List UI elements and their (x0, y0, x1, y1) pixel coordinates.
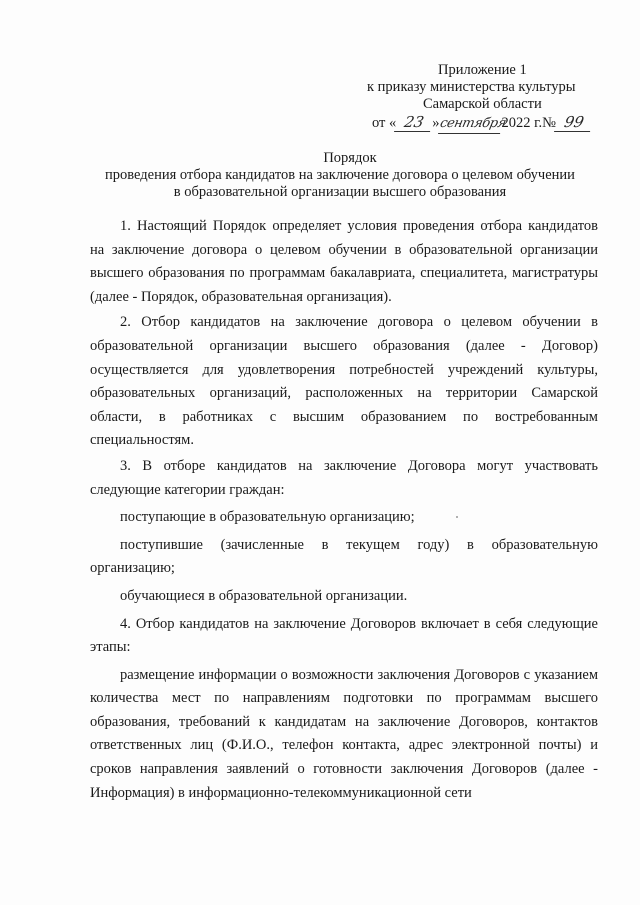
number-label: № (542, 115, 556, 131)
title-line-2: проведения отбора кандидатов на заключение договора о целевом обучении (105, 167, 575, 183)
appendix-header (365, 62, 615, 113)
appendix-region: Самарской области (423, 96, 542, 112)
date-prefix: от « (372, 115, 397, 131)
handwritten-month: сентября (438, 115, 504, 134)
paragraph-4: 4. Отбор кандидатов на заключение Договоров включает в себя следующие этапы: (90, 615, 598, 656)
document-title (80, 150, 600, 201)
list-item-enrolled: поступившие (зачисленные в текущем году) в образовательную организацию; (90, 536, 598, 577)
paragraph-1: 1. Настоящий Порядок определяет условия проведения отбора кандидатов на заключение договора о целевом обучении в образовательной организации высшего образования по программам бакалавриата, специалитета, магистратуры (далее - Порядок, образовательная организация). (90, 218, 598, 305)
handwritten-number: 99 (554, 113, 594, 132)
paragraph-2: 2. Отбор кандидатов на заключение договора о целевом обучении в образовательной организации высшего образования (далее - Договор) осуществляется для удовлетворения потребностей учреждений культуры, образовательных организаций, расположенных на территории Самарской области, в работниках с высшим образованием по востребованным специальностям. (90, 314, 598, 449)
title-line-1: Порядок (323, 150, 377, 166)
order-date-line (372, 112, 592, 134)
handwritten-day: 23 (394, 113, 434, 132)
date-year: 2022 г. (501, 115, 543, 131)
list-item-applicants: поступающие в образовательную организацию; (120, 509, 415, 526)
paragraph-3: 3. В отборе кандидатов на заключение Договора могут участвовать следующие категории граждан: (90, 457, 598, 498)
appendix-order-ref: к приказу министерства культуры (367, 79, 576, 95)
list-item-students: обучающиеся в образовательной организации. (120, 587, 408, 604)
appendix-title: Приложение 1 (438, 62, 527, 78)
paragraph-4-stage-1: размещение информации о возможности заключения Договоров с указанием количества мест по направлениям подготовки по программам высшего образования, требований к кандидатам на заключение Договоров, контактов ответственных лиц (Ф.И.О., телефон контакта, адрес электронной почты) и сроков направления заявлений о готовности заключения Договоров (далее - Информация) в информационно-телекоммуникационной сети (90, 666, 598, 801)
date-mid: » (432, 115, 440, 131)
document-body (90, 215, 598, 805)
scan-speck (456, 516, 458, 518)
title-line-3: в образовательной организации высшего образования (173, 184, 507, 200)
